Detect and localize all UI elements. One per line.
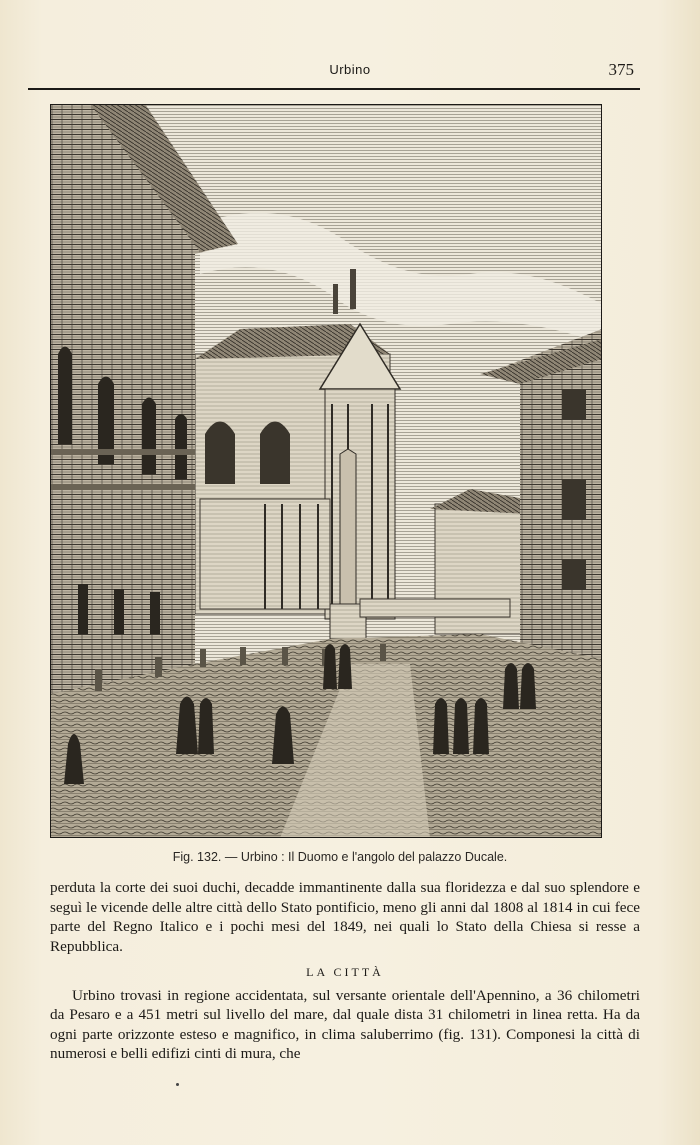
- engraving-illustration: [50, 104, 602, 838]
- body-text: [50, 878, 640, 1064]
- section-heading: LA CITTÀ: [306, 965, 384, 979]
- running-head: [0, 58, 700, 82]
- header-rule: [28, 88, 640, 90]
- paragraph-la-citta: Urbino trovasi in regione accidentata, sul versante orientale dell'Apennino, a 36 chilometri da Pesaro e a 451 metri sul livello del mare, dal quale dista 31 chilometri in linea retta. Ha da ogni parte orizzonte esteso e magnifico, in clima saluberrimo (fig. 131). Componesi la città di numerosi e belli edifizi cinti di mura, che: [50, 986, 640, 1062]
- paragraph-continuation: perduta la corte dei suoi duchi, decadde immantinente dalla sua floridezza e dal suo splendore e seguì le vicende delle altre città dello Stato pontificio, meno gli anni dal 1808 al 1814 in cui fece parte del Regno Italico e i pochi mesi del 1849, nei quali lo Stato della Chiesa si resse a Repubblica.: [50, 879, 640, 955]
- page-number: 375: [608, 60, 634, 79]
- running-title: Urbino: [329, 62, 371, 77]
- figure-caption: Fig. 132. — Urbino : Il Duomo e l'angolo del palazzo Ducale.: [172, 850, 508, 864]
- figure-engraving: [50, 104, 602, 838]
- ink-speck: [176, 1083, 179, 1086]
